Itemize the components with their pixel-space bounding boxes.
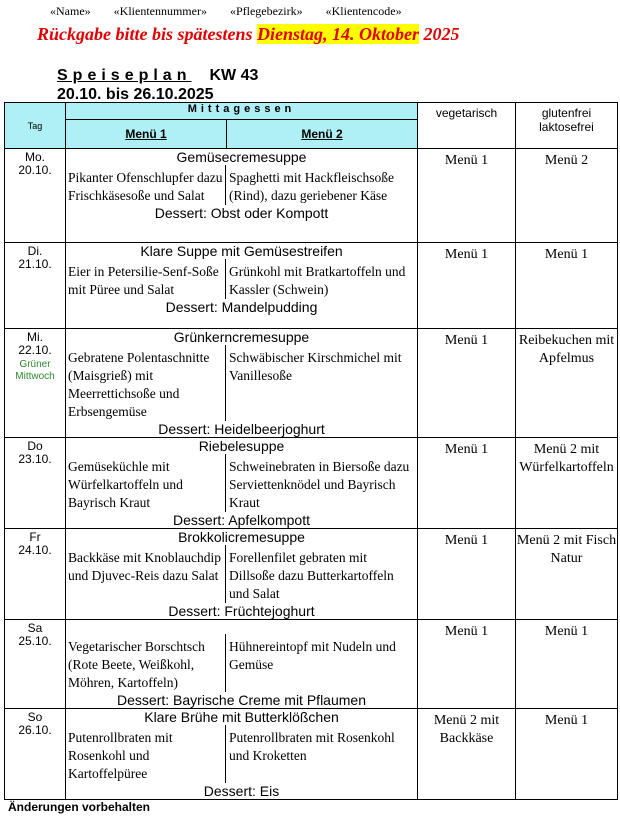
vegetarian-choice: Menü 1 <box>418 149 516 243</box>
date-range: 20.10. bis 26.10.2025 <box>57 86 214 103</box>
menu2-dish: Grünkohl mit Bratkartoffeln und Kassler (Schwein) <box>229 264 406 297</box>
vegetarian-choice: Menü 1 <box>418 620 516 709</box>
menu2-dish: Forellenfilet gebraten mit Dillsoße dazu Butterkartoffeln und Salat <box>229 550 394 601</box>
calendar-week: KW 43 <box>209 67 259 84</box>
day-date: 23.10. <box>18 452 52 466</box>
plan-title <box>57 67 258 85</box>
header-glutenfree: glutenfrei laktosefrei <box>516 103 618 149</box>
header-menu2: Menü 2 <box>301 127 343 141</box>
field-name: «Name» <box>50 4 91 18</box>
day-name: So <box>27 710 43 724</box>
day-row-thursday <box>5 438 618 529</box>
plan-title-text: Speiseplan <box>57 67 192 84</box>
day-name: Sa <box>27 621 43 635</box>
day-date: 26.10. <box>18 723 52 737</box>
dessert: Dessert: Obst oder Kompott <box>154 205 329 221</box>
day-row-wednesday <box>5 329 618 438</box>
lunch-cell <box>66 709 418 800</box>
day-name: Mi. <box>27 330 43 344</box>
day-cell <box>5 243 66 329</box>
day-cell <box>5 620 66 709</box>
glutenfree-choice: Menü 1 <box>516 243 618 329</box>
menu1-dish: Gemüseküchle mit Würfelkartoffeln und Bayrisch Kraut <box>66 454 226 512</box>
day-name: Di. <box>27 244 43 258</box>
day-row-sunday <box>5 709 618 800</box>
vegetarian-choice: Menü 1 <box>418 243 516 329</box>
field-client-code: «Klientencode» <box>325 4 402 18</box>
day-cell <box>5 329 66 438</box>
day-cell <box>5 149 66 243</box>
return-deadline-note <box>37 24 460 45</box>
green-wednesday-note: Grüner Mittwoch <box>15 359 55 382</box>
dessert: Dessert: Mandelpudding <box>165 299 318 315</box>
glutenfree-choice: Menü 2 <box>516 149 618 243</box>
menu1-dish: Gebratene Polentaschnitte (Maisgrieß) mit Meerrettichsoße und Erbsengemüse <box>66 345 226 421</box>
header-vegetarian: vegetarisch <box>418 103 516 149</box>
lunch-cell <box>66 620 418 709</box>
glutenfree-choice: Menü 1 <box>516 709 618 800</box>
header-menu1: Menü 1 <box>66 120 227 148</box>
day-date: 25.10. <box>18 634 52 648</box>
menu2-dish: Putenrollbraten mit Rosenkohl und Kroketten <box>229 730 395 763</box>
dessert: Dessert: Bayrische Creme mit Pflaumen <box>117 692 366 708</box>
lunch-cell <box>66 149 418 243</box>
header-menus <box>66 120 418 149</box>
day-date: 20.10. <box>18 163 52 177</box>
vegetarian-choice: Menü 1 <box>418 529 516 620</box>
day-name: Do <box>27 439 43 453</box>
soup: Brokkolicremesuppe <box>178 529 305 545</box>
soup: Gemüsecremesuppe <box>176 149 307 165</box>
dessert: Dessert: Früchtejoghurt <box>168 603 315 619</box>
menu2-dish: Schwäbischer Kirschmichel mit Vanillesoße <box>229 350 402 383</box>
lunch-cell <box>66 329 418 438</box>
day-row-friday <box>5 529 618 620</box>
dessert: Dessert: Eis <box>203 783 280 799</box>
vegetarian-choice: Menü 1 <box>418 329 516 438</box>
glutenfree-choice: Menü 1 <box>516 620 618 709</box>
field-care-district: «Pflegebezirk» <box>229 4 303 18</box>
day-cell <box>5 529 66 620</box>
placeholder-fields <box>50 4 422 19</box>
soup: Riebelesuppe <box>198 438 285 454</box>
soup: Klare Suppe mit Gemüsestreifen <box>140 243 343 259</box>
menu2-dish: Hühnereintopf mit Nudeln und Gemüse <box>229 639 396 672</box>
return-year: 2025 <box>419 24 460 44</box>
day-date: 22.10. <box>18 343 52 357</box>
day-cell <box>5 709 66 800</box>
header-day: Tag <box>5 103 66 149</box>
glutenfree-choice: Reibekuchen mit Apfelmus <box>516 329 618 438</box>
lunch-cell <box>66 529 418 620</box>
return-prefix: Rückgabe bitte bis spätestens <box>37 24 257 44</box>
menu1-dish: Backkäse mit Knoblauchdip und Djuvec-Reis dazu Salat <box>66 545 226 603</box>
changes-reserved-note: Änderungen vorbehalten <box>8 800 151 814</box>
day-row-monday <box>5 149 618 243</box>
day-date: 21.10. <box>18 257 52 271</box>
header-lunch: Mittagessen <box>66 103 418 120</box>
soup: Grünkerncremesuppe <box>173 329 310 345</box>
vegetarian-choice: Menü 1 <box>418 438 516 529</box>
day-date: 24.10. <box>18 543 52 557</box>
vegetarian-choice: Menü 2 mit Backkäse <box>418 709 516 800</box>
day-row-saturday <box>5 620 618 709</box>
glutenfree-choice: Menü 2 mit Würfelkartoffeln <box>516 438 618 529</box>
day-name: Fr <box>29 530 41 544</box>
soup <box>66 620 417 634</box>
field-client-number: «Klientennummer» <box>113 4 207 18</box>
menu1-dish: Vegetarischer Borschtsch (Rote Beete, Weißkohl, Möhren, Kartoffeln) <box>66 634 226 692</box>
menu1-dish: Pikanter Ofenschlupfer dazu Frischkäsesoße und Salat <box>66 165 226 205</box>
menu2-dish: Schweinebraten in Biersoße dazu Serviettenknödel und Bayrisch Kraut <box>229 459 410 510</box>
dessert: Dessert: Heidelbeerjoghurt <box>158 421 325 437</box>
menu2-dish: Spaghetti mit Hackfleischsoße (Rind), dazu geriebener Käse <box>229 170 394 203</box>
day-name: Mo. <box>24 150 45 164</box>
lunch-cell <box>66 438 418 529</box>
menu1-dish: Eier in Petersilie-Senf-Soße mit Püree und Salat <box>66 259 226 299</box>
menu-table <box>4 102 618 800</box>
dessert: Dessert: Apfelkompott <box>173 512 310 528</box>
day-row-tuesday <box>5 243 618 329</box>
return-deadline-highlight: Dienstag, 14. Oktober <box>257 24 419 44</box>
glutenfree-choice: Menü 2 mit Fisch Natur <box>516 529 618 620</box>
soup: Klare Brühe mit Butterklößchen <box>144 709 339 725</box>
day-cell <box>5 438 66 529</box>
menu1-dish: Putenrollbraten mit Rosenkohl und Kartoffelpüree <box>66 725 226 783</box>
lunch-cell <box>66 243 418 329</box>
